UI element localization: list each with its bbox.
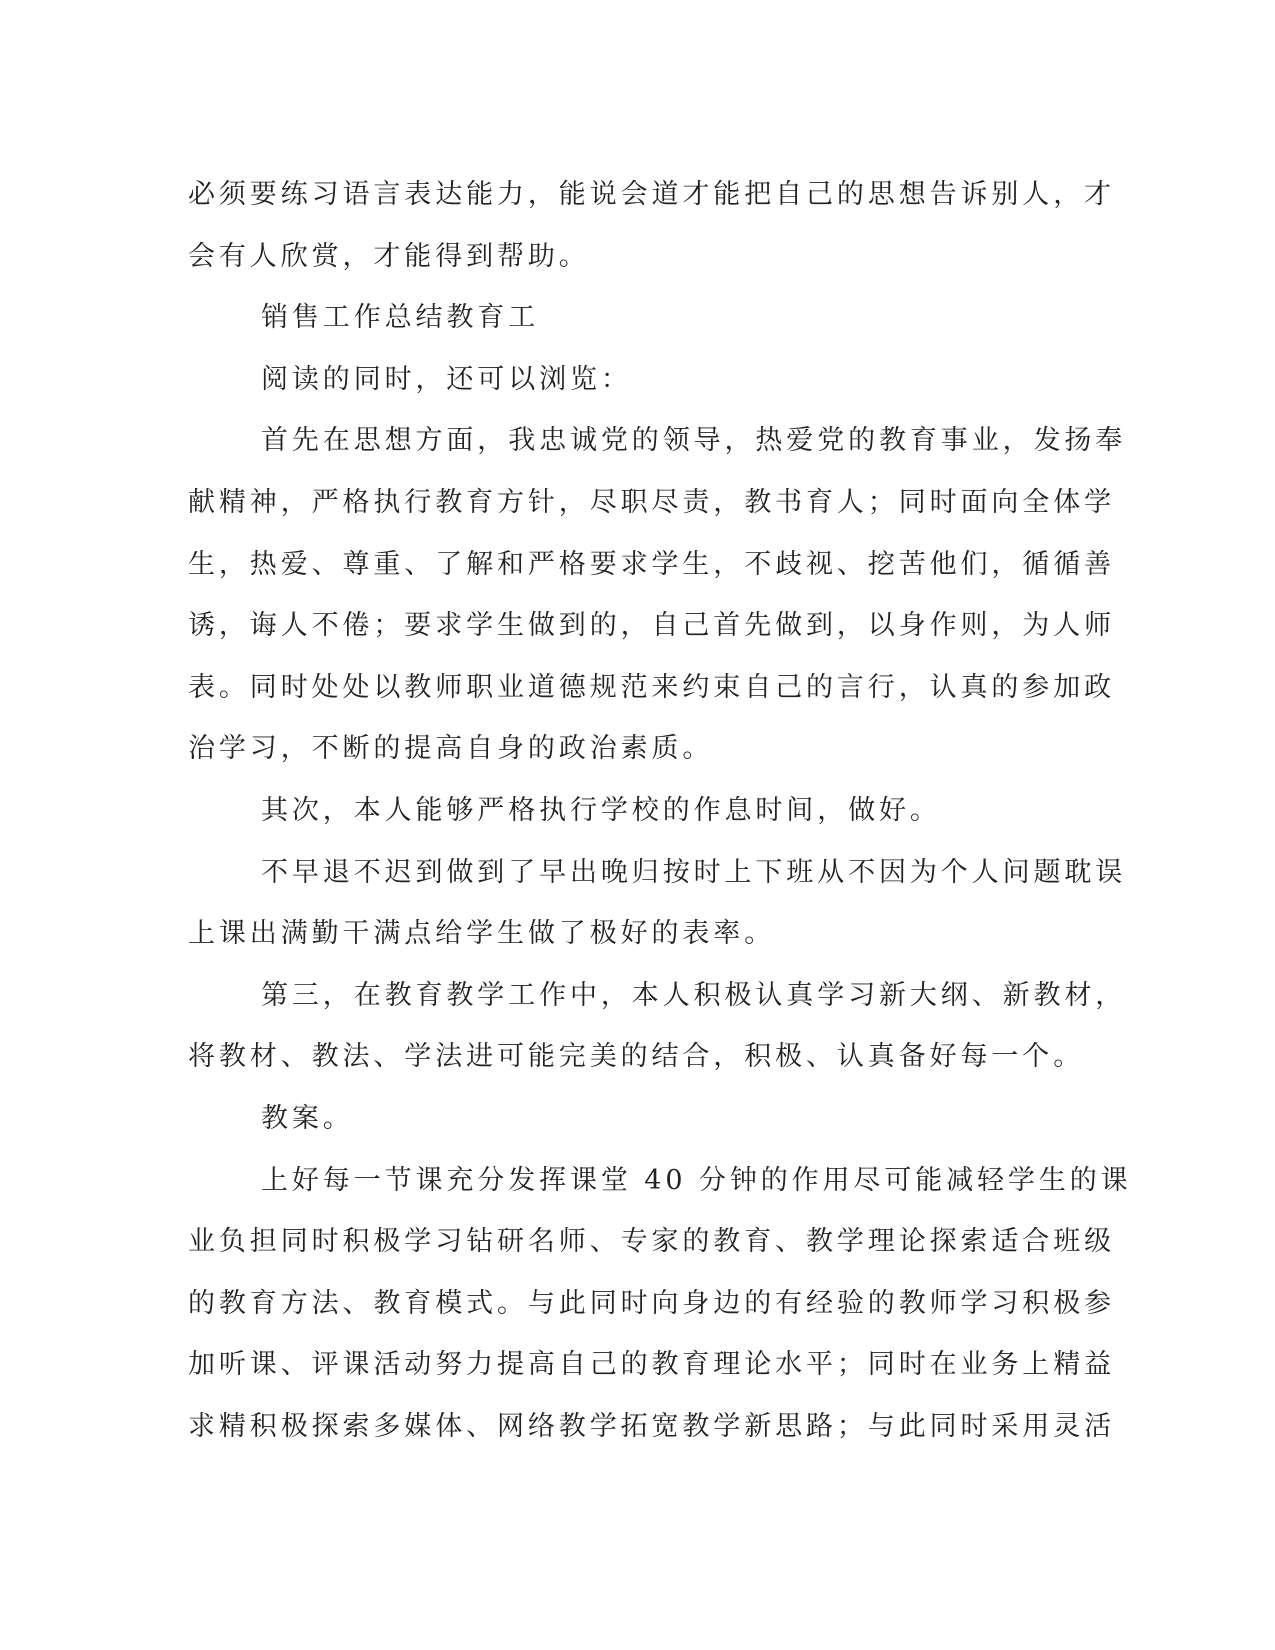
- text-line: 上课出满勤干满点给学生做了极好的表率。: [188, 918, 776, 950]
- text-line: 诱，诲人不倦；要求学生做到的，自己首先做到，以身作则，为人师: [188, 610, 1115, 642]
- text-line: 加听课、评课活动努力提高自己的教育理论水平；同时在业务上精益: [188, 1349, 1115, 1381]
- text-line: 必须要练习语言表达能力，能说会道才能把自己的思想告诉别人，才: [188, 179, 1115, 210]
- text-line: 上好每一节课充分发挥课堂 40 分钟的作用尽可能减轻学生的课: [261, 1164, 1132, 1196]
- text-line: 第三，在教育教学工作中，本人积极认真学习新大纲、新教材，: [261, 979, 1127, 1011]
- text-line: 的教育方法、教育模式。与此同时向身边的有经验的教师学习积极参: [188, 1287, 1115, 1319]
- text-line: 教案。: [261, 1102, 354, 1134]
- text-line: 会有人欣赏，才能得到帮助。: [188, 240, 590, 272]
- text-line: 阅读的同时，还可以浏览：: [261, 363, 632, 395]
- text-line: 销售工作总结教育工: [261, 302, 540, 334]
- text-line: 生，热爱、尊重、了解和严格要求学生，不歧视、挖苦他们，循循善: [188, 548, 1115, 580]
- text-line: 表。同时处处以教师职业道德规范来约束自己的言行，认真的参加政: [188, 671, 1115, 703]
- text-line: 献精神，严格执行教育方针，尽职尽责，教书育人；同时面向全体学: [188, 486, 1115, 518]
- text-line: 治学习，不断的提高自身的政治素质。: [188, 733, 714, 765]
- text-line: 将教材、教法、学法进可能完美的结合，积极、认真备好每一个。: [188, 1041, 1085, 1073]
- text-line: 首先在思想方面，我忠诚党的领导，热爱党的教育事业，发扬奉: [261, 425, 1127, 457]
- text-line: 求精积极探索多媒体、网络教学拓宽教学新思路；与此同时采用灵活: [188, 1410, 1115, 1442]
- text-line: 业负担同时积极学习钻研名师、专家的教育、教学理论探索适合班级: [188, 1226, 1115, 1258]
- text-line: 其次，本人能够严格执行学校的作息时间，做好。: [261, 794, 941, 826]
- document-body: [188, 164, 1132, 1457]
- text-line: 不早退不迟到做到了早出晚归按时上下班从不因为个人问题耽误: [261, 856, 1127, 888]
